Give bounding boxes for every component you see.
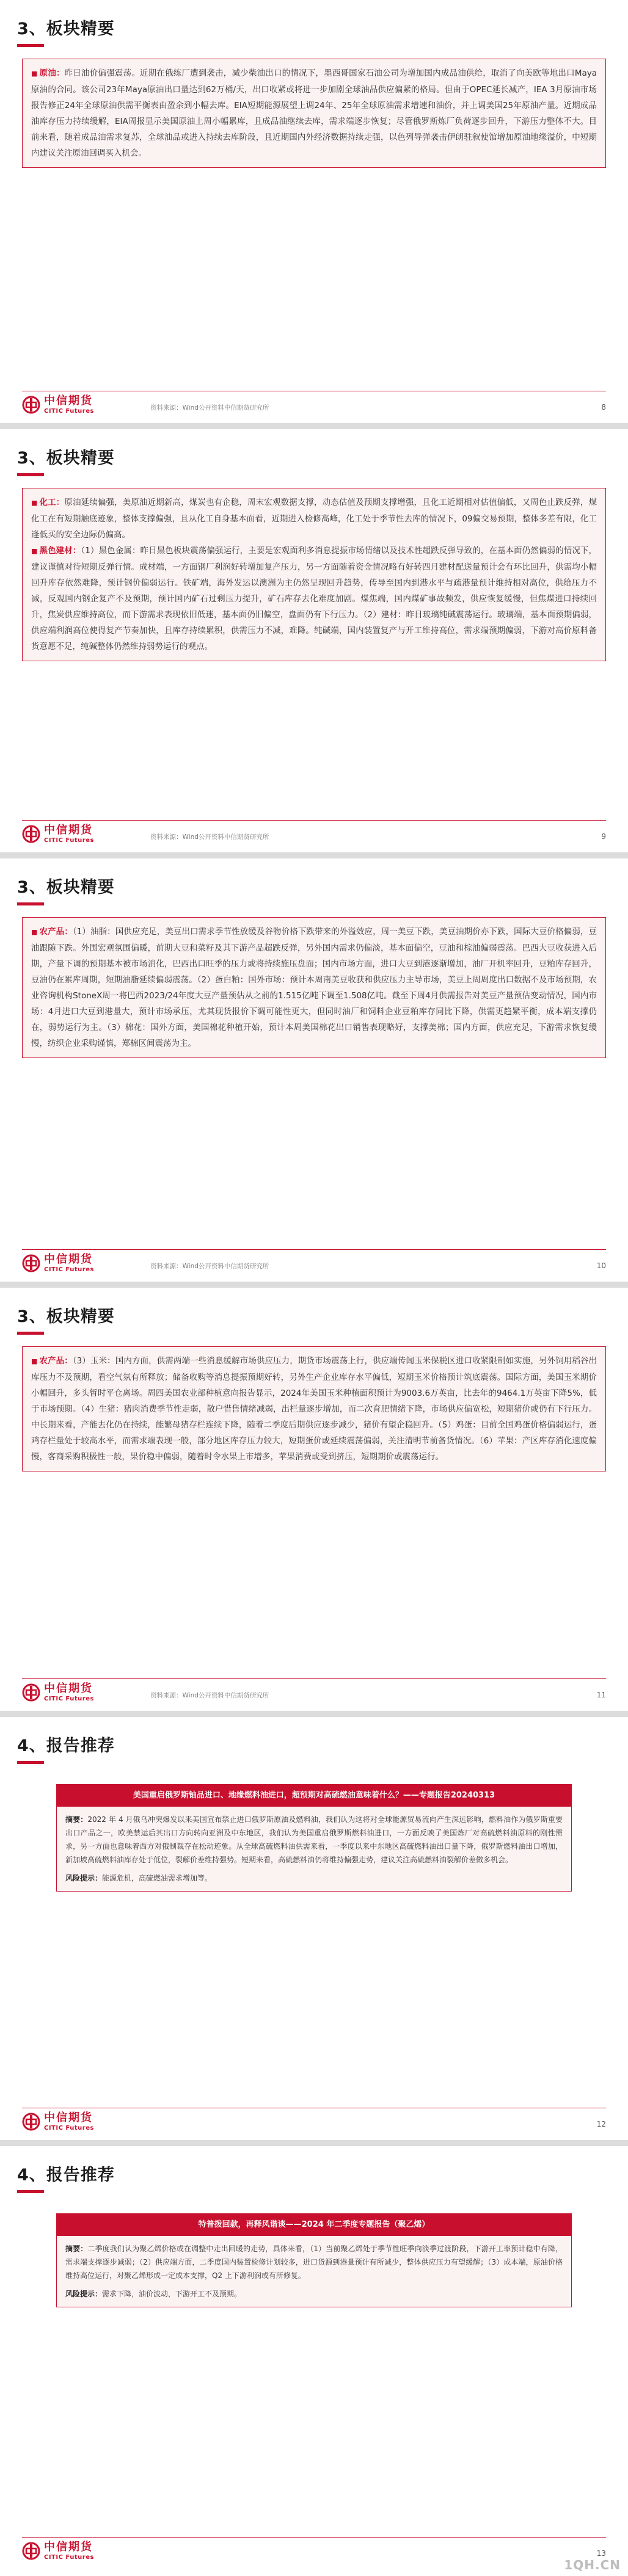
summary-label: 摘要：	[65, 1815, 88, 1824]
watermark: 1QH.CN	[564, 2558, 621, 2572]
summary-text: 2022 年 4 月俄乌冲突爆发以来美国宣布禁止进口俄罗斯原油及燃料油，我们认为这将对全球能源贸易流向产生深远影响，燃料油作为俄罗斯重要出口产品之一，欧美禁运后其出口方向转向亚洲及中东地区，我们认为美国重启俄罗斯燃料油进口，一方面反映了美国炼厂对高硫燃料油原料的刚性需求，另一方面也意味着西方对俄制裁存在松动迹象。从全球高硫燃料油供需来看，一季度以来中东地区高硫燃料油出口量下降，俄罗斯燃料油出口增加，新加坡高硫燃料油库存处于低位，裂解价差维持强势。短期来看，高硫燃料油仍将维持偏强走势，建议关注高硫燃料油裂解价差做多机会。	[65, 1815, 563, 1864]
paragraph	[31, 65, 597, 161]
section-title: 4、报告推荐	[17, 1736, 115, 1755]
content-box	[22, 917, 606, 1058]
section-title: 3、板块精要	[17, 1307, 115, 1326]
page-footer	[22, 391, 606, 420]
section-rule	[17, 1332, 44, 1335]
page-9	[0, 429, 628, 852]
logo-text-cn: 中信期货	[44, 1682, 93, 1695]
page-footer	[22, 820, 606, 849]
page-footer	[22, 1249, 606, 1279]
logo-text-en: CITIC Futures	[44, 1266, 94, 1273]
citic-logo-icon	[22, 2542, 40, 2560]
report-title[interactable]: 美国重启俄罗斯铀品进口、地缘燃料油进口，超预期对高硫燃油意味着什么？——专题报告20240313	[57, 1785, 571, 1807]
logo-text-en: CITIC Futures	[44, 837, 94, 844]
source-note: 资料来源：Wind公开资料中信期货研究所	[150, 404, 269, 412]
bullet-icon: ■	[31, 928, 38, 936]
paragraph-text: 原油延续偏强，美原油近期新高，煤炭也有企稳，周末宏观数据支撑，动态估值及预期支撑增强，且化工近期相对估值偏低，又周色止跌反弹，煤化工在有短期触底迹象，整体支撑偏强，且从化工自身基本面看，近期进入检修高峰，化工处于季节性去库的情况下，09偏交易预期，整体多差有限，化工逢低买的安全边际仍偏高。	[31, 498, 597, 540]
logo-text-en: CITIC Futures	[44, 2125, 94, 2132]
paragraph-text: （1）黑色金属：昨日黑色板块震荡偏强运行，主要是宏观面利多消息提振市场情绪以及技术性超跌反弹导致的，在基本面仍然偏弱的情况下，建议谨慎对待短期反弹行情。成材端，一方面钢厂利润好转增加复产压力，另一方面随着资金情况略有好转四月建材配送量预计会有环比回升，供需均小幅回升库存依然难降，预计钢价偏弱运行。铁矿端，海外发运以澳洲为主仍然呈现回升趋势，传导至国内到港水平与疏港量预计维持相对高位，供给压力不减，反观国内钢企复产不及预期，预计国内矿石过剩压力提升，矿石库存去化难度加剧。煤焦端，国内煤矿事故频发，供应恢复缓慢，但焦煤进口持续回升，焦炭供应维持高位，而下游需求表现依旧低迷，基本面仍旧偏空，盘面仍有下行压力。（2）建材：昨日玻璃纯碱震荡运行。玻璃端，基本面预期偏弱，供应端利润高位使得复产节奏加快，且库存持续累积，供需压力不减，难降。纯碱端，国内装置复产与开工维持高位，需求端预期偏弱，下游对高价原料备货意愿不足，纯碱整体仍然维持弱势运行的观点。	[31, 546, 597, 651]
page-13	[0, 2146, 628, 2576]
page-footer	[22, 2537, 606, 2566]
summary-text: 二季度我们认为聚乙烯价格或在调整中走出回暖的走势，具体来看，（1）当前聚乙烯处于季节性旺季向淡季过渡阶段，下游开工率预计稳中有降，需求端支撑逐步减弱；（2）供应端方面，二季度国内装置检修计划较多，进口货源到港量预计有所减少，整体供应压力有望缓解；（3）成本端，原油价格维持高位运行，对聚乙烯形成一定成本支撑，Q2 上下游利润或有所修复。	[65, 2244, 563, 2280]
section-rule	[17, 1761, 44, 1764]
page-number: 13	[596, 2549, 606, 2558]
page-footer	[22, 1678, 606, 1708]
page-number: 8	[601, 403, 606, 412]
paragraph	[31, 1353, 597, 1465]
logo-text-cn: 中信期货	[44, 394, 93, 407]
citic-logo-icon	[22, 1683, 40, 1702]
bullet-icon: ■	[31, 1357, 38, 1365]
citic-logo-icon	[22, 825, 40, 843]
citic-futures-logo	[22, 2111, 162, 2136]
page-number: 11	[596, 1691, 606, 1699]
page-footer	[22, 2108, 606, 2137]
content-box	[22, 488, 606, 661]
risk-text: 需求下降，油价波动，下游开工不及预期。	[102, 2290, 242, 2298]
footer-rule	[22, 2537, 606, 2538]
report-summary	[65, 2242, 563, 2282]
report-risk	[65, 1871, 563, 1885]
logo-text-cn: 中信期货	[44, 2541, 93, 2553]
section-rule	[17, 44, 44, 47]
report-summary	[65, 1813, 563, 1867]
paragraph-lead: 黑色建材：	[39, 546, 81, 556]
section-header	[17, 446, 115, 477]
paragraph-text: （3）玉米：国内方面，供需两端一些消息缓解市场供应压力，期货市场震荡上行，供应端传闻玉米保税区进口收紧限制如实施，另外饲用稻谷出库压力不及预期，看空气氛有所释放；储备收购等消息提振预期好转，另外生产企业库存水平偏低，短期玉米价格预计筑底震荡。国际方面，美国玉米期价小幅回升，多头暂时平仓离场。周四美国农业部种植意向报告显示，2024年美国玉米种植面积预计为9003.6万英亩，比去年的9464.1万英亩下降5%，低于市场预期。（4）生猪：猪肉消费季节性走弱，散户惜售情绪减弱，出栏量逐步增加，而二次育肥情绪下降，市场供应偏宽松，短期猪价或仍有下行压力。中长期来看，产能去化仍在持续，能繁母猪存栏连续下降，随着二季度后期供应逐步减少，猪价有望企稳回升。（5）鸡蛋：目前全国鸡蛋价格偏弱运行，蛋鸡存栏量处于较高水平，而需求端表现一般，部分地区库存压力较大，短期蛋价或延续震荡偏弱，关注清明节前备货情况。（6）苹果：产区库存消化速度偏慢，客商采购积极性一般，果价稳中偏弱，随着时令水果上市增多，苹果消费或受到挤压，短期期价或震荡运行。	[31, 1356, 597, 1462]
bullet-icon: ■	[31, 499, 38, 507]
page-12	[0, 1717, 628, 2140]
risk-label: 风险提示：	[65, 2290, 103, 2298]
logo-text-cn: 中信期货	[44, 1253, 93, 1266]
footer-rule	[22, 820, 606, 821]
report-card[interactable]	[56, 1784, 572, 1892]
section-title: 3、板块精要	[17, 878, 115, 897]
paragraph-lead: 化工：	[39, 498, 65, 507]
paragraph	[31, 543, 597, 655]
section-rule	[17, 473, 44, 476]
logo-text-cn: 中信期货	[44, 824, 93, 836]
section-title: 4、报告推荐	[17, 2166, 115, 2185]
source-note: 资料来源：Wind公开资料中信期货研究所	[150, 833, 269, 841]
risk-label: 风险提示：	[65, 1874, 103, 1882]
content-box	[22, 59, 606, 168]
citic-futures-logo	[22, 2541, 162, 2565]
section-header	[17, 2163, 115, 2194]
source-note: 资料来源：Wind公开资料中信期货研究所	[150, 1692, 269, 1699]
paragraph-text: 昨日油价偏强震荡。近期在俄练厂遭到袭击，减少柴油出口的情况下，墨西哥国家石油公司为增加国内成品油供给，取消了向美欧等地出口Maya原油的合同。该公司23年Maya原油出口量达到62万桶/天，出口收紧或将进一步加剧全球油品供应偏紧的格局。但由于OPEC延长减产，IEA 3月原油市场报告修正24年全球原油供需平衡表由盈余到小幅去库。EIA短期能源展望上调24年、25年全球原油需求增速和油价，并上调美国25年原油产量。近期成品油库存压力持续缓解，EIA周报显示美国原油上周小幅累库，且成品油继续去库，需求端逐步恢复；尽管俄罗斯炼厂负荷逐步回升，下游压力整体不大。目前来看，随着成品油需求复苏，全球油品或进入持续去库阶段，且近期国内外经济数据持续走强，以色列导弹袭击伊朗驻叙使馆增加原油地缘溢价，中短期内建议关注原油回调买入机会。	[31, 68, 597, 158]
citic-futures-logo	[22, 394, 162, 419]
report-body	[57, 2236, 571, 2307]
page-11	[0, 1288, 628, 1711]
risk-text: 能源危机，高硫燃油需求增加等。	[102, 1874, 213, 1882]
paragraph	[31, 495, 597, 543]
section-header	[17, 17, 115, 48]
paragraph-lead: 农产品：	[39, 927, 73, 937]
report-risk	[65, 2287, 563, 2301]
paragraph	[31, 924, 597, 1051]
citic-futures-logo	[22, 1253, 162, 1277]
report-title[interactable]: 特普拨回款，再释风谐谈——2024 年二季度专题报告（聚乙烯）	[57, 2214, 571, 2236]
paragraph-lead: 农产品：	[39, 1356, 73, 1366]
summary-label: 摘要：	[65, 2244, 88, 2253]
section-title: 3、板块精要	[17, 449, 115, 468]
report-card[interactable]	[56, 2213, 572, 2307]
source-note: 资料来源：Wind公开资料中信期货研究所	[150, 1263, 269, 1270]
paragraph-lead: 原油：	[39, 68, 65, 78]
paragraph-text: （1）油脂：国供应充足，美豆出口需求季节性放缓及谷物价格下跌带来的外溢效应，周一美豆下跌，美豆油期价亦下跌，国际大豆价格偏弱，豆油跟随下跌。外围宏观氛围偏暖，前期大豆和菜籽及其下游产品超跌反弹，另外国内需求仍偏淡，基本面偏空，豆油和棕油偏弱震荡。巴西大豆收获进入后期，产量下调的预期基本被市场消化，巴西出口旺季的压力或将持续施压盘面；国内市场方面，进口大豆到港逐渐增加，油厂开机率回升，豆粕库存回升，豆油仍在累库周期，短期油脂延续偏弱震荡。（2）蛋白粕：国外市场：预计本周南美豆收获和供应压力主导市场，美豆上周周度出口数据不及市场预期，农业咨询机构StoneX周一将巴西2023/24年度大豆产量预估从之前的1.515亿吨下调至1.508亿吨。截至下周4月供需报告对美豆产量预估变动情况，国内市场：4月进口大豆到港量大，预计市场承压，尤其现货报价下调可能性更大，但同时油厂和饲料企业豆粕库存同比下降，供需更趋紧平衡，成本端支撑仍在，弱势运行为主。（3）棉花：国外方面，美国棉花种植开始，预计本周美国棉花出口销售表现略好，支撑美棉；国内方面，供应充足，下游需求恢复缓慢，纺织企业采购谨慎，郑棉区间震荡为主。	[31, 927, 597, 1048]
section-title: 3、板块精要	[17, 20, 115, 38]
section-header	[17, 1734, 115, 1765]
logo-text-en: CITIC Futures	[44, 408, 94, 415]
report-body	[57, 1807, 571, 1891]
page-8	[0, 0, 628, 423]
section-header	[17, 1305, 115, 1335]
page-number: 10	[596, 1261, 606, 1270]
citic-logo-icon	[22, 2113, 40, 2131]
section-rule	[17, 2190, 44, 2193]
logo-text-cn: 中信期货	[44, 2111, 93, 2124]
footer-rule	[22, 1678, 606, 1679]
logo-text-en: CITIC Futures	[44, 2554, 94, 2561]
citic-logo-icon	[22, 396, 40, 414]
logo-text-en: CITIC Futures	[44, 1696, 94, 1702]
section-rule	[17, 902, 44, 905]
section-header	[17, 876, 115, 906]
citic-futures-logo	[22, 824, 162, 848]
footer-rule	[22, 1249, 606, 1250]
citic-futures-logo	[22, 1682, 162, 1707]
bullet-icon: ■	[31, 547, 38, 555]
citic-logo-icon	[22, 1254, 40, 1272]
content-box	[22, 1346, 606, 1471]
page-number: 9	[601, 832, 606, 841]
page-number: 12	[596, 2120, 606, 2128]
bullet-icon: ■	[31, 70, 38, 78]
page-10	[0, 858, 628, 1282]
